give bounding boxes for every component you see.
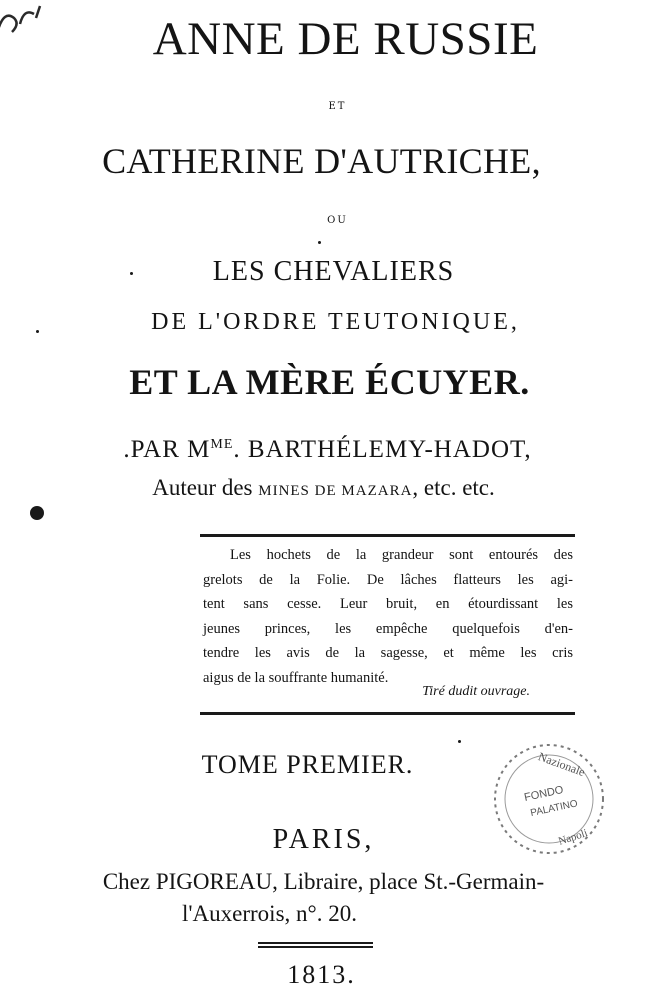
paper-speck [458, 740, 461, 743]
author-credits-suffix: , etc. etc. [412, 475, 495, 500]
author-credits-line [0, 476, 647, 499]
title-conjunction-ou: OU [327, 215, 348, 226]
paper-speck [36, 330, 39, 333]
epigraph-text [203, 543, 573, 690]
stamp-text-middle-1: FONDO [523, 783, 565, 804]
ink-spot [30, 506, 44, 520]
epigraph-attribution: Tiré dudit ouvrage. [422, 684, 530, 699]
imprint-rule-upper [258, 942, 373, 944]
epigraph-line: Les hochets de la grandeur sont entourés des [230, 547, 573, 563]
subtitle-line-1: LES CHEVALIERS [212, 256, 455, 287]
epigraph-line: jeunes princes, les empêche quelquefois d'en- [203, 620, 573, 637]
author-credits-prefix: Auteur des [152, 475, 259, 500]
imprint-rule-lower [258, 946, 373, 948]
paper-speck [130, 272, 133, 275]
epigraph-line: aigus de la souffrante humanité. [203, 669, 389, 686]
volume-label: TOME PREMIER. [201, 750, 414, 779]
epigraph-rule-bottom [200, 712, 575, 715]
title-conjunction-et: ET [328, 101, 347, 112]
author-line [4, 437, 647, 462]
subtitle-line-2: DE L'ORDRE TEUTONIQUE, [151, 309, 520, 335]
imprint-publisher-line-2: l'Auxerrois, n°. 20. [182, 901, 357, 926]
stamp-text-bottom: Napoli [556, 827, 590, 848]
author-credits-work: MINES DE MAZARA [258, 483, 413, 499]
subtitle-line-3: ET LA MÈRE ÉCUYER. [129, 362, 530, 402]
paper-speck [318, 241, 321, 244]
imprint-year: 1813. [287, 960, 356, 989]
stamp-text-top: Nazionale [536, 749, 587, 780]
stamp-text-middle-2: PALATINO [529, 798, 579, 820]
epigraph-line: tent sans cesse. Leur bruit, en étourdissant les [203, 596, 573, 612]
book-title-main: ANNE DE RUSSIE [152, 13, 539, 65]
author-prefix: .PAR M [123, 436, 211, 463]
imprint-publisher-line-1: Chez PIGOREAU, Libraire, place St.-Germain- [102, 869, 545, 894]
imprint-city: PARIS, [272, 824, 375, 855]
epigraph-line: tendre les avis de la sagesse, et même les cris [203, 645, 573, 661]
epigraph-rule-top [200, 534, 575, 537]
epigraph-line: grelots de la Folie. De lâches flatteurs les agi- [203, 571, 573, 588]
author-name: . BARTHÉLEMY-HADOT, [233, 436, 532, 463]
author-honorific: ME [210, 437, 234, 452]
book-title-second: CATHERINE D'AUTRICHE, [102, 141, 541, 181]
